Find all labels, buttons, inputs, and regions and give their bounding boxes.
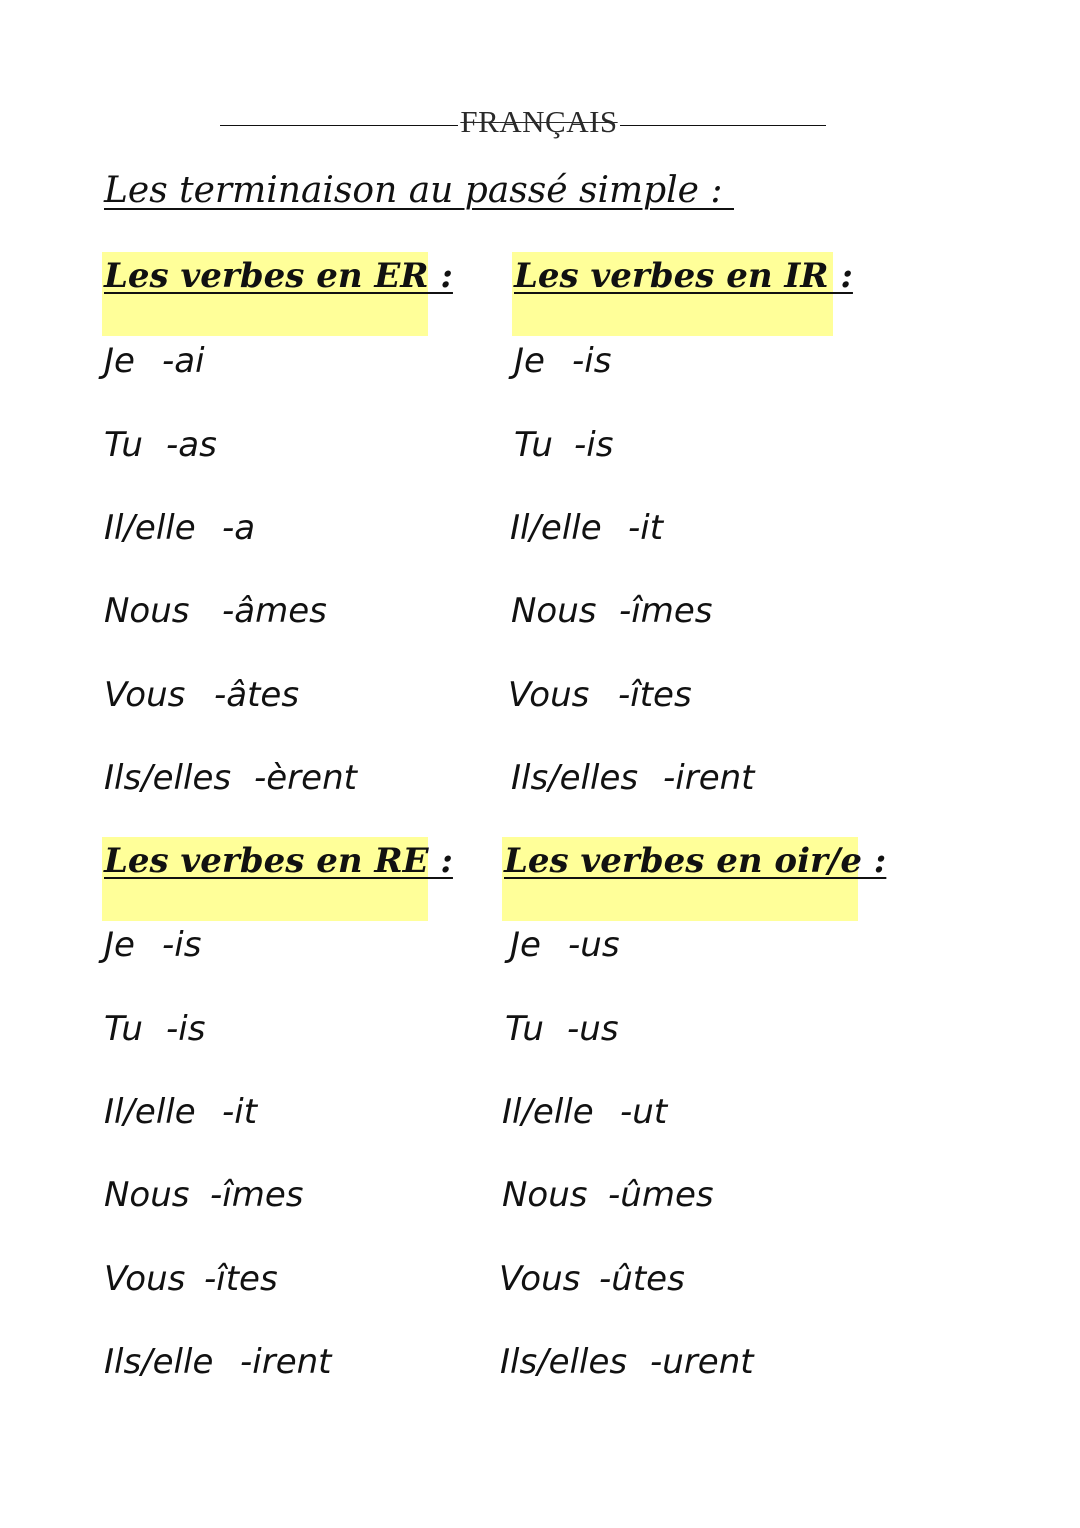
subject-rule-right — [620, 125, 826, 126]
ending: -is — [166, 1009, 206, 1049]
pronoun: Vous — [499, 1259, 581, 1299]
pronoun: Ils/elle — [104, 1342, 214, 1382]
ending: -ai — [162, 341, 205, 381]
ending: -irent — [240, 1342, 332, 1382]
conj-er-2 — [104, 508, 255, 548]
conj-er-0 — [104, 341, 205, 381]
ending: -ûtes — [599, 1259, 685, 1299]
pronoun: Je — [104, 341, 135, 381]
group-heading-er — [102, 252, 453, 336]
conj-re-1 — [104, 1009, 205, 1049]
conj-ir-0 — [514, 341, 611, 381]
conj-ir-1 — [514, 425, 613, 465]
ending: -is — [162, 925, 202, 965]
ending: -ûmes — [608, 1175, 714, 1215]
ending: -îmes — [210, 1175, 304, 1215]
pronoun: Tu — [505, 1009, 544, 1049]
pronoun: Nous — [104, 591, 190, 631]
group-heading-oir-label: Les verbes en oir/e : — [504, 841, 887, 881]
subject-rule-left — [220, 125, 458, 126]
ending: -is — [572, 341, 612, 381]
ending: -îtes — [204, 1259, 278, 1299]
ending: -as — [166, 425, 217, 465]
ending: -a — [222, 508, 256, 548]
conj-ir-4 — [508, 675, 692, 715]
pronoun: Nous — [104, 1175, 190, 1215]
conj-er-5 — [104, 758, 357, 798]
group-heading-re — [102, 837, 453, 921]
pronoun: Vous — [104, 675, 186, 715]
conj-oir-4 — [499, 1259, 685, 1299]
pronoun: Tu — [104, 425, 143, 465]
pronoun: Il/elle — [104, 508, 196, 548]
conj-re-3 — [104, 1175, 303, 1215]
subject-title: FRANÇAIS — [460, 104, 618, 139]
pronoun: Il/elle — [510, 508, 602, 548]
pronoun: Je — [510, 925, 541, 965]
conj-re-0 — [104, 925, 201, 965]
pronoun: Nous — [511, 591, 597, 631]
conj-er-1 — [104, 425, 217, 465]
group-heading-er-label: Les verbes en ER : — [104, 256, 453, 296]
pronoun: Je — [104, 925, 135, 965]
conj-ir-2 — [510, 508, 663, 548]
ending: -irent — [663, 758, 755, 798]
pronoun: Ils/elles — [500, 1342, 628, 1382]
ending: -us — [568, 925, 620, 965]
pronoun: Tu — [514, 425, 553, 465]
pronoun: Il/elle — [104, 1092, 196, 1132]
conj-er-3 — [104, 591, 327, 631]
ending: -îmes — [619, 591, 713, 631]
conj-er-4 — [104, 675, 299, 715]
ending: -it — [628, 508, 664, 548]
ending: -ut — [620, 1092, 668, 1132]
pronoun: Nous — [502, 1175, 588, 1215]
conj-ir-3 — [511, 591, 712, 631]
conj-re-5 — [104, 1342, 332, 1382]
pronoun: Il/elle — [502, 1092, 594, 1132]
subject-header — [220, 104, 826, 140]
group-heading-oir — [502, 837, 887, 921]
pronoun: Vous — [508, 675, 590, 715]
ending: -èrent — [254, 758, 357, 798]
conj-re-4 — [104, 1259, 278, 1299]
ending: -is — [574, 425, 614, 465]
conj-oir-1 — [505, 1009, 619, 1049]
ending: -âmes — [222, 591, 327, 631]
pronoun: Je — [514, 341, 545, 381]
pronoun: Vous — [104, 1259, 186, 1299]
lesson-title: Les terminaison au passé simple : — [104, 170, 734, 211]
group-heading-re-label: Les verbes en RE : — [104, 841, 453, 881]
conj-oir-2 — [502, 1092, 667, 1132]
conj-oir-5 — [500, 1342, 754, 1382]
group-heading-ir-label: Les verbes en IR : — [514, 256, 853, 296]
pronoun: Tu — [104, 1009, 143, 1049]
ending: -us — [567, 1009, 619, 1049]
conj-re-2 — [104, 1092, 257, 1132]
ending: -âtes — [214, 675, 300, 715]
group-heading-ir — [512, 252, 853, 336]
pronoun: Ils/elles — [104, 758, 232, 798]
ending: -it — [222, 1092, 258, 1132]
conj-ir-5 — [511, 758, 755, 798]
conj-oir-0 — [510, 925, 620, 965]
ending: -îtes — [618, 675, 692, 715]
pronoun: Ils/elles — [511, 758, 639, 798]
conj-oir-3 — [502, 1175, 714, 1215]
ending: -urent — [650, 1342, 754, 1382]
